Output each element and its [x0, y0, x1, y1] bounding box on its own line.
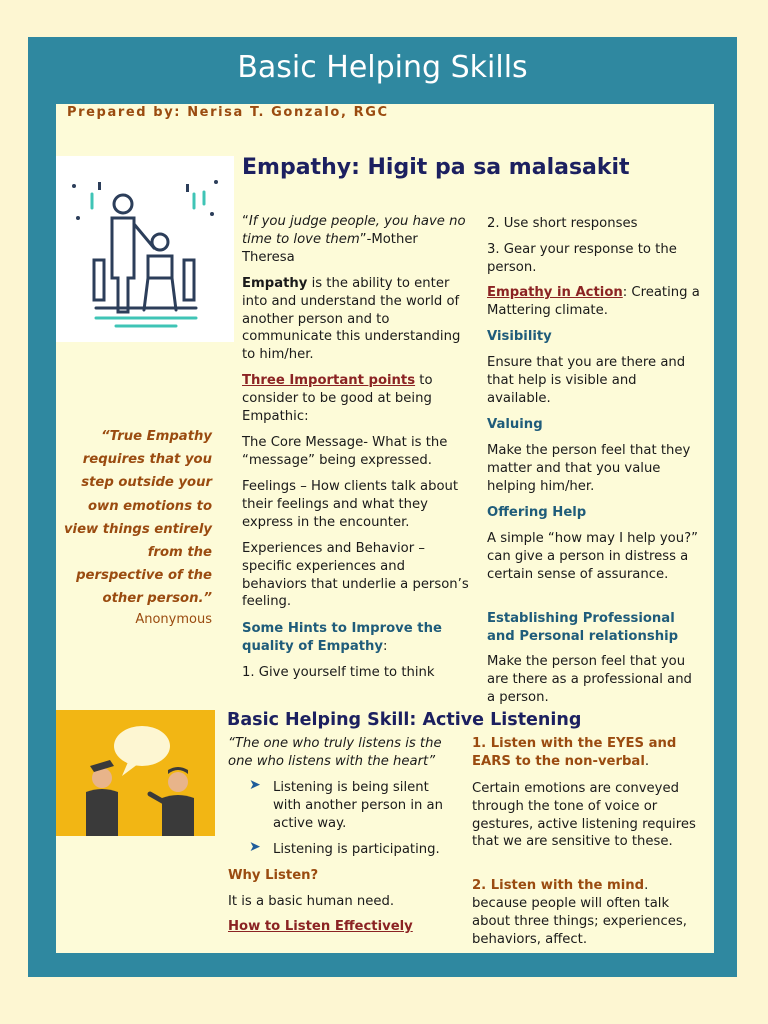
empathy-in-action-link[interactable]: Empathy in Action — [487, 285, 623, 300]
hint-2: 2. Use short responses — [487, 216, 638, 231]
listen-mind-heading: 2. Listen with the mind. — [472, 878, 649, 893]
valuing-heading: Valuing — [487, 417, 543, 432]
empathy-definition: Empathy is the ability to enter into and understand the world of another person and to communicate this understanding to him/her. — [242, 276, 461, 363]
prepared-by: Prepared by: Nerisa T. Gonzalo, RGC — [67, 105, 389, 120]
listening-illustration — [56, 710, 215, 836]
listen-eyes-heading: 1. Listen with the EYES and EARS to the non-verbal. — [472, 736, 677, 769]
experiences: Experiences and Behavior – specific experiences and behaviors that underlie a person’s feeling. — [242, 541, 469, 610]
core-message: The Core Message- What is the “message” being expressed. — [242, 435, 448, 468]
listening-heading: Basic Helping Skill: Active Listening — [227, 710, 582, 730]
side-quote-author: Anonymous — [135, 612, 212, 627]
how-to-listen-link[interactable]: How to Listen Effectively — [228, 919, 413, 934]
empathy-quote: “If you judge people, you have no time to love them”-Mother Theresa — [242, 214, 466, 265]
empathy-illustration — [56, 156, 234, 342]
bullet-arrow-icon: ➤ — [249, 839, 261, 855]
feelings: Feelings – How clients talk about their feelings and what they express in the encounter. — [242, 479, 459, 530]
why-listen-heading: Why Listen? — [228, 868, 319, 883]
listening-bullet-2: Listening is participating. — [273, 842, 440, 857]
hint-1: 1. Give yourself time to think — [242, 665, 435, 680]
hint-3: 3. Gear your response to the person. — [487, 242, 677, 275]
listen-mind-text: because people will often talk about three things; experiences, behaviors, affect. — [472, 896, 687, 947]
bullet-arrow-icon: ➤ — [249, 777, 261, 793]
visibility-text: Ensure that you are there and that help is visible and available. — [487, 355, 686, 406]
valuing-text: Make the person feel that they matter and that you value helping him/her. — [487, 443, 691, 494]
establish-text: Make the person feel that you are there as a professional and a person. — [487, 654, 692, 705]
visibility-heading: Visibility — [487, 329, 552, 344]
listening-quote: “The one who truly listens is the one who listens with the heart” — [228, 736, 442, 769]
offering-text: A simple “how may I help you?” can give a person in distress a certain sense of assurance. — [487, 531, 698, 582]
side-quote: “True Empathy requires that you step outside your own emotions to view things entirely from the perspective of the other person.” — [63, 429, 212, 607]
why-listen-text: It is a basic human need. — [228, 894, 395, 909]
three-points: Three Important points to consider to be good at being Empathic: — [242, 373, 433, 424]
listening-bullet-1: Listening is being silent with another person in an active way. — [273, 780, 443, 831]
three-points-link[interactable]: Three Important points — [242, 373, 416, 388]
offering-heading: Offering Help — [487, 505, 587, 520]
listen-eyes-text: Certain emotions are conveyed through the tone of voice or gestures, active listening requires that we are sensitive to these. — [472, 781, 696, 850]
empathy-in-action: Empathy in Action: Creating a Mattering climate. — [487, 285, 700, 318]
hints-heading: Some Hints to Improve the quality of Empathy: — [242, 621, 442, 654]
empathy-heading: Empathy: Higit pa sa malasakit — [242, 155, 630, 180]
establish-heading: Establishing Professional and Personal relationship — [487, 611, 679, 644]
page-title: Basic Helping Skills — [237, 50, 528, 85]
